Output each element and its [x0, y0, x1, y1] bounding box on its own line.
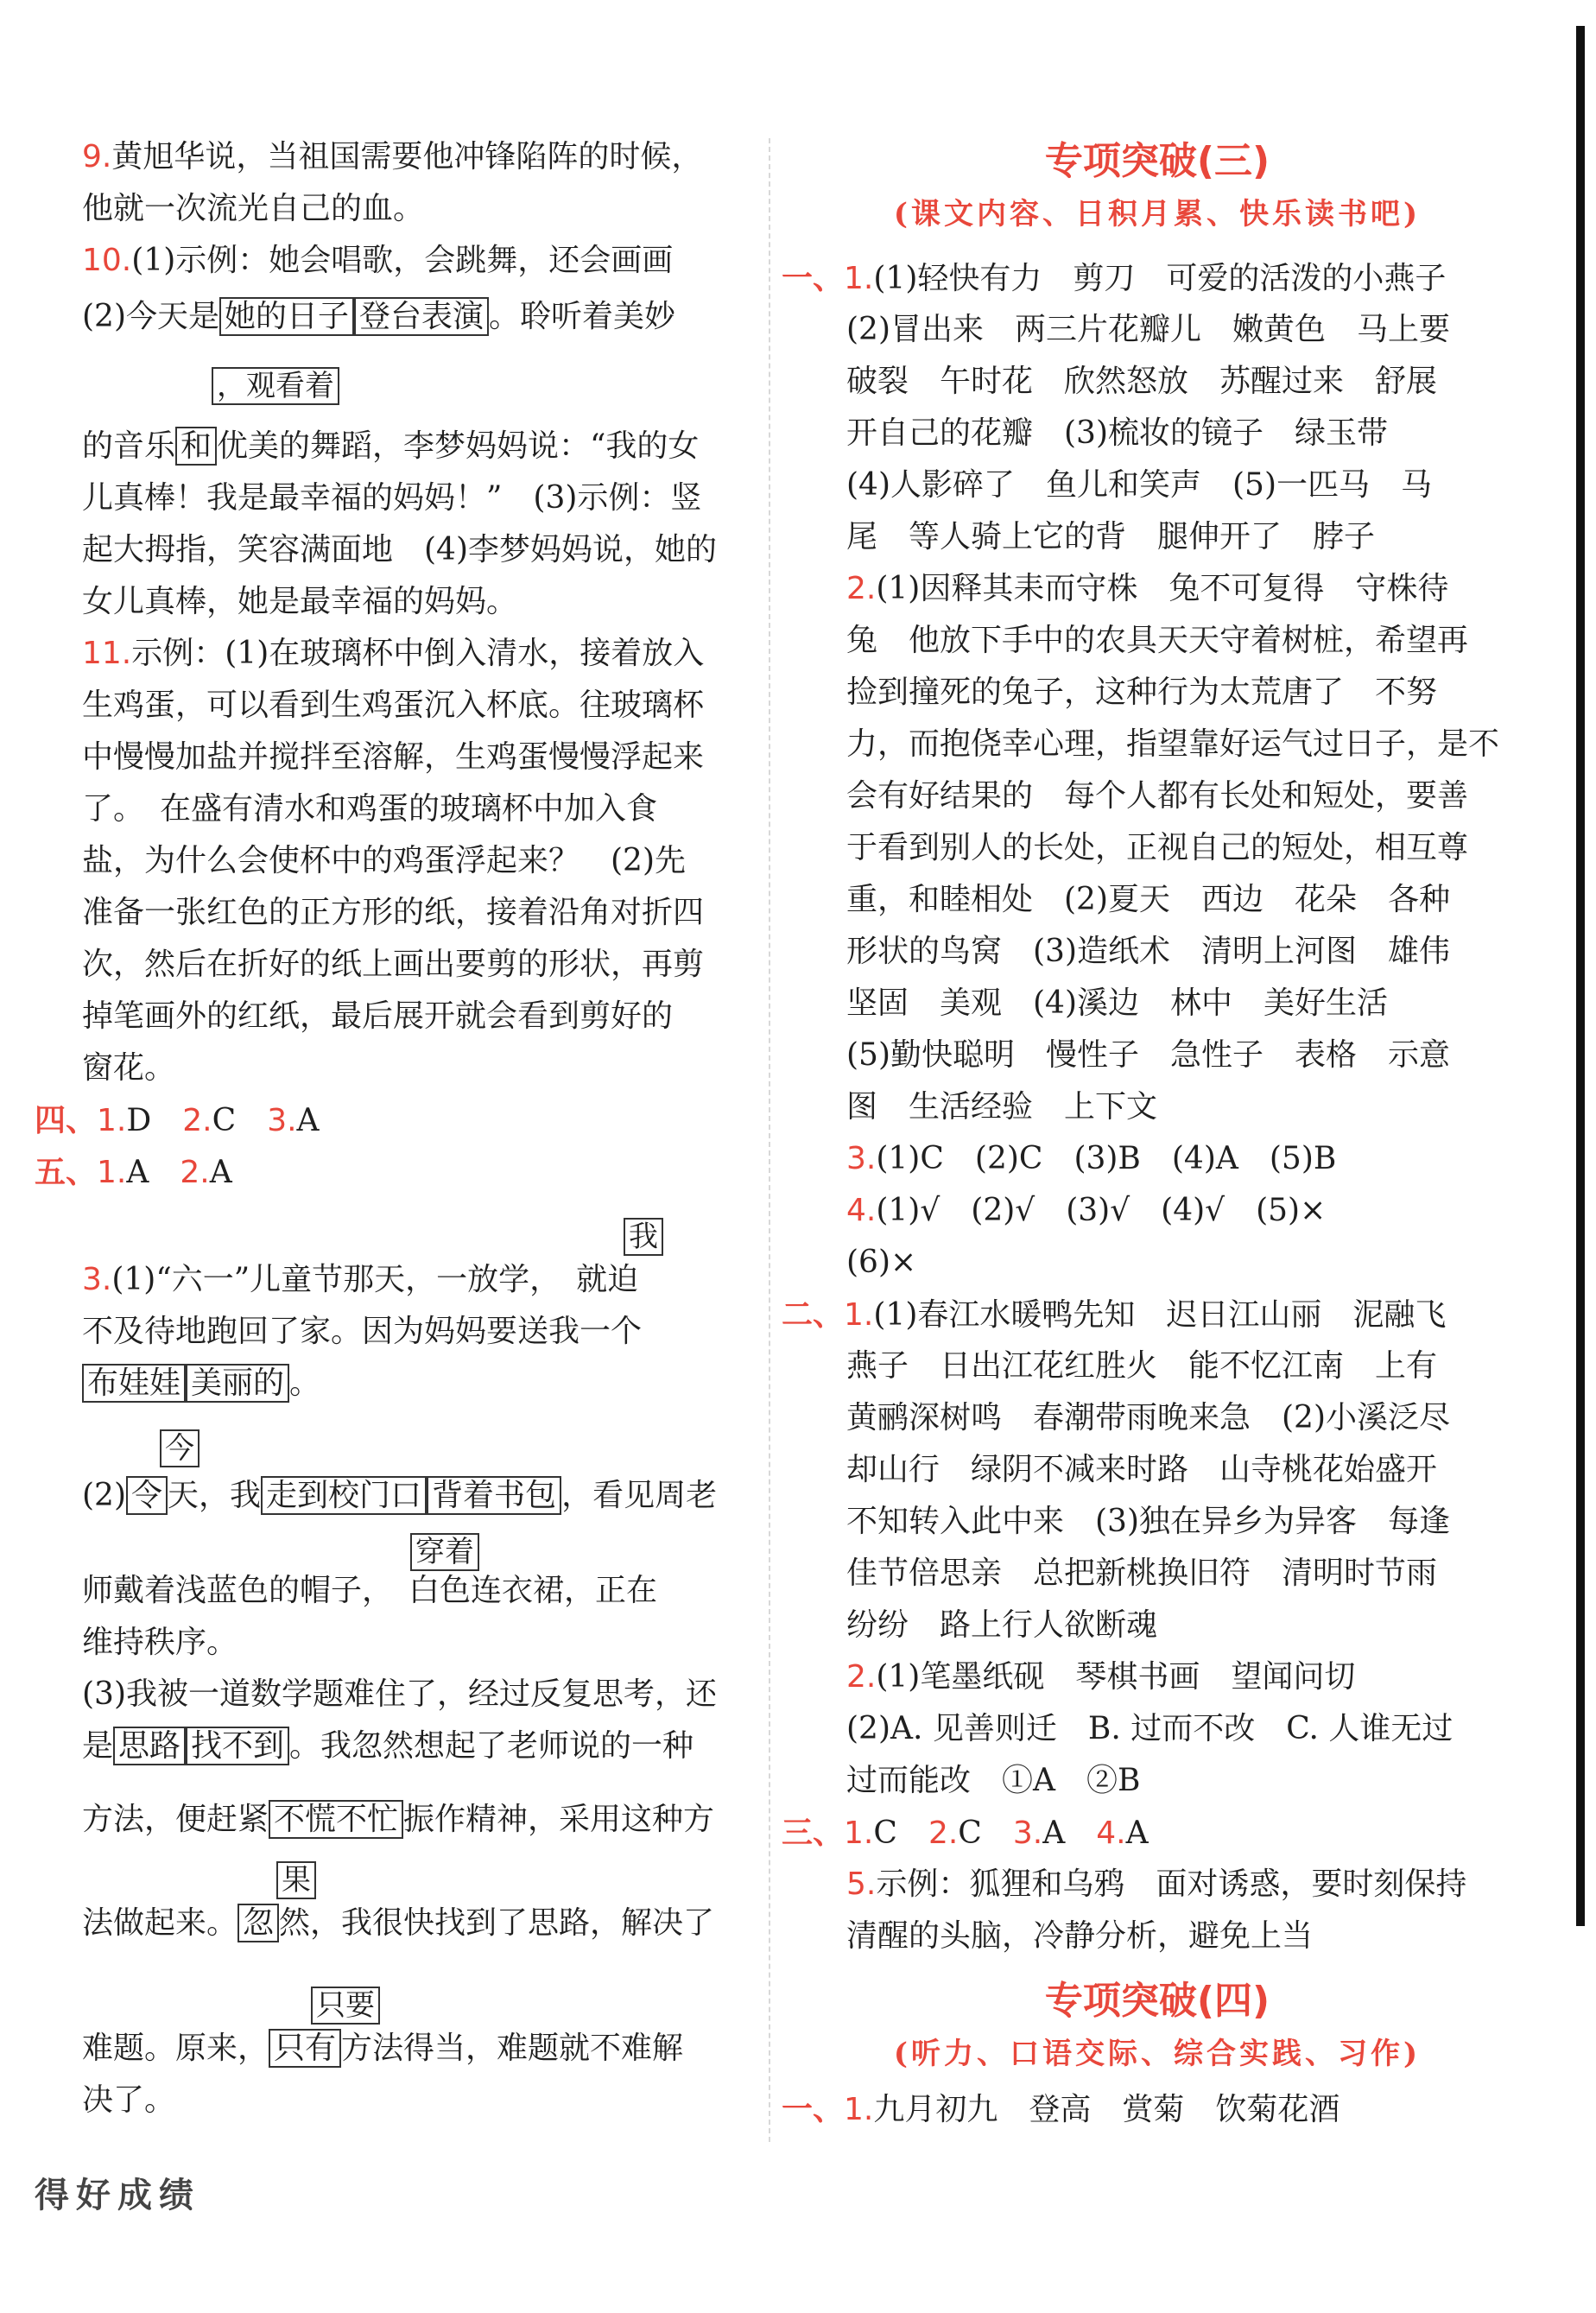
q3-insert-annotation-4: 果 — [276, 1861, 316, 1899]
q11-line-7: 次，然后在折好的纸上画出要剪的形状，再剪 — [82, 947, 705, 982]
footer-brand: 得好成绩 — [35, 2175, 200, 2215]
q10-line-2: (2)今天是 她的日子 登台表演 。聆听着美妙 — [82, 299, 676, 334]
q11-line-9: 窗花。 — [82, 1050, 176, 1086]
q3-line-12: 决了。 — [82, 2082, 176, 2118]
section-5-answers: 五、1.A 2.A — [35, 1154, 232, 1190]
r-s1-q2-line-1: 2.(1)因释其耒而守株 兔不可复得 守株待 — [846, 571, 1449, 606]
q10-insert-annotation: ，观看着 — [212, 367, 339, 405]
r-s1-q2-line-3: 捡到撞死的兔子，这种行为太荒唐了 不努 — [846, 675, 1438, 710]
r-s1-q2-line-9: 坚固 美观 (4)溪边 林中 美好生活 — [846, 985, 1388, 1021]
r-s2-q2-line-2: (2)A. 见善则迁 B. 过而不改 C. 人谁无过 — [846, 1711, 1454, 1746]
q3-insert-annotation-1: 我 — [624, 1218, 663, 1256]
r-s1-q2-line-4: 力，而抱侥幸心理，指望靠好运气过日子，是不 — [846, 726, 1500, 762]
r-s2-q1-line-7: 纷纷 路上行人欲断魂 — [846, 1607, 1158, 1643]
r-s1-q2-line-5: 会有好结果的 每个人都有长处和短处，要善 — [846, 778, 1469, 814]
q3-line-11: 难题。原来， 只有 方法得当，难题就不难解 — [82, 2031, 684, 2066]
r-s1-q2-line-6: 于看到别人的长处，正视自己的短处，相互尊 — [846, 830, 1469, 865]
r-s1-q2-line-8: 形状的鸟窝 (3)造纸术 清明上河图 雄伟 — [846, 934, 1450, 969]
section-title-4: 专项突破(四) — [1044, 1979, 1270, 2023]
q3-line-10: 法做起来。 忽 然，我很快找到了思路，解决了 — [82, 1905, 715, 1941]
q3-line-4: (2) 令 天，我 走到校门口 背着书包 ，看见周老 — [82, 1478, 718, 1513]
q3-insert-annotation-2: 今 — [160, 1429, 200, 1467]
q3-line-8: 是 思路 找不到 。我忽然想起了老师说的一种 — [82, 1728, 694, 1764]
r-s1-q1-line-3: 破裂 午时花 欣然怒放 苏醒过来 舒展 — [846, 364, 1438, 399]
column-divider — [769, 138, 770, 2142]
r-s1-q1-line-6: 尾 等人骑上它的背 腿伸开了 脖子 — [846, 519, 1376, 554]
q3-line-9: 方法，便赶紧 不慌不忙 振作精神，采用这种方 — [82, 1802, 715, 1837]
section-subtitle-4: (听力、口语交际、综合实践、习作) — [893, 2037, 1422, 2071]
q11-line-4: 了。 在盛有清水和鸡蛋的玻璃杯中加入食 — [82, 791, 658, 827]
r-s2-q1-line-3: 黄鹂深树鸣 春潮带雨晚来急 (2)小溪泛尽 — [846, 1400, 1450, 1435]
q10-line-6: 女儿真棒，她是最幸福的妈妈。 — [82, 584, 518, 619]
r-s1-q2-line-10: (5)勤快聪明 慢性子 急性子 表格 示意 — [846, 1037, 1450, 1073]
q9-line-2: 他就一次流光自己的血。 — [82, 191, 425, 226]
r-s1-q1-line-5: (4)人影碎了 鱼儿和笑声 (5)一匹马 马 — [846, 467, 1432, 503]
q11-line-8: 掉笔画外的红纸，最后展开就会看到剪好的 — [82, 998, 674, 1034]
r-s1-q1-line-4: 开自己的花瓣 (3)梳妆的镜子 绿玉带 — [846, 415, 1388, 451]
page-edge-bar — [1576, 26, 1585, 1926]
q10-line-1: 10.(1)示例：她会唱歌，会跳舞，还会画画 — [82, 243, 674, 278]
r-s3-answers: 三、1.C 2.C 3.A 4.A — [782, 1815, 1149, 1851]
q3-line-1: 3.(1)“六一”儿童节那天，一放学， 就迫 — [82, 1262, 639, 1297]
q3-line-6: 维持秩序。 — [82, 1625, 238, 1660]
r-s1-q1-line-1: 一、1.(1)轻快有力 剪刀 可爱的活泼的小燕子 — [782, 260, 1447, 296]
r-s2-q1-line-2: 燕子 日出江花红胜火 能不忆江南 上有 — [846, 1348, 1438, 1384]
r-s4-q1: 一、1.九月初九 登高 赏菊 饮菊花酒 — [782, 2091, 1340, 2127]
r-s2-q2-line-1: 2.(1)笔墨纸砚 琴棋书画 望闻问切 — [846, 1659, 1356, 1695]
r-s1-q2-line-7: 重，和睦相处 (2)夏天 西边 花朵 各种 — [846, 882, 1450, 917]
r-s1-q4: 4.(1)√ (2)√ (3)√ (4)√ (5)× — [846, 1193, 1327, 1228]
q11-line-5: 盐，为什么会使杯中的鸡蛋浮起来？ (2)先 — [82, 843, 686, 878]
q3-insert-annotation-3: 穿着 — [410, 1533, 479, 1571]
q3-line-3: 布娃娃 美丽的 。 — [82, 1365, 320, 1403]
q10-line-4: 儿真棒！我是最幸福的妈妈！” (3)示例：竖 — [82, 480, 702, 516]
r-s1-q1-line-2: (2)冒出来 两三片花瓣儿 嫩黄色 马上要 — [846, 312, 1450, 347]
r-s2-q1-line-1: 二、1.(1)春江水暖鸭先知 迟日江山丽 泥融飞 — [782, 1296, 1447, 1333]
r-s1-q2-line-2: 兔 他放下手中的农具天天守着树桩，希望再 — [846, 623, 1469, 658]
q3-line-7: (3)我被一道数学题难住了，经过反复思考，还 — [82, 1676, 717, 1712]
q10-line-5: 起大拇指，笑容满面地 (4)李梦妈妈说，她的 — [82, 532, 717, 567]
q3-insert-annotation-5: 只要 — [311, 1987, 380, 2025]
section-subtitle-3: (课文内容、日积月累、快乐读书吧) — [893, 197, 1422, 231]
q11-line-3: 中慢慢加盐并搅拌至溶解，生鸡蛋慢慢浮起来 — [82, 739, 705, 775]
r-s1-q3: 3.(1)C (2)C (3)B (4)A (5)B — [846, 1141, 1337, 1176]
r-s1-q2-line-11: 图 生活经验 上下文 — [846, 1089, 1158, 1125]
r-s2-q1-line-5: 不知转入此中来 (3)独在异乡为异客 每逢 — [846, 1504, 1450, 1539]
q11-line-2: 生鸡蛋，可以看到生鸡蛋沉入杯底。往玻璃杯 — [82, 688, 705, 723]
q9-line-1: 9.黄旭华说，当祖国需要他冲锋陷阵的时候， — [82, 139, 703, 174]
r-s3-q5-line-1: 5.示例：狐狸和乌鸦 面对诱惑，要时刻保持 — [846, 1866, 1467, 1902]
section-4-answers: 四、1.D 2.C 3.A — [35, 1102, 320, 1138]
r-s3-q5-line-2: 清醒的头脑，冷静分析，避免上当 — [846, 1918, 1314, 1954]
r-s1-q4-cont: (6)× — [846, 1245, 917, 1280]
r-s2-q2-line-3: 过而能改 ①A ②B — [846, 1763, 1141, 1798]
section-title-3: 专项突破(三) — [1044, 139, 1270, 183]
r-s2-q1-line-4: 却山行 绿阴不减来时路 山寺桃花始盛开 — [846, 1452, 1438, 1487]
q11-line-6: 准备一张红色的正方形的纸，接着沿角对折四 — [82, 895, 705, 930]
r-s2-q1-line-6: 佳节倍思亲 总把新桃换旧符 清明时节雨 — [846, 1556, 1438, 1591]
q3-line-2: 不及待地跑回了家。因为妈妈要送我一个 — [82, 1314, 643, 1349]
q10-line-3: 的音乐 和 优美的舞蹈，李梦妈妈说：“我的女 — [82, 428, 700, 464]
q3-line-5: 师戴着浅蓝色的帽子， 白色连衣裙，正在 — [82, 1573, 658, 1608]
q11-line-1: 11.示例：(1)在玻璃杯中倒入清水，接着放入 — [82, 636, 705, 671]
